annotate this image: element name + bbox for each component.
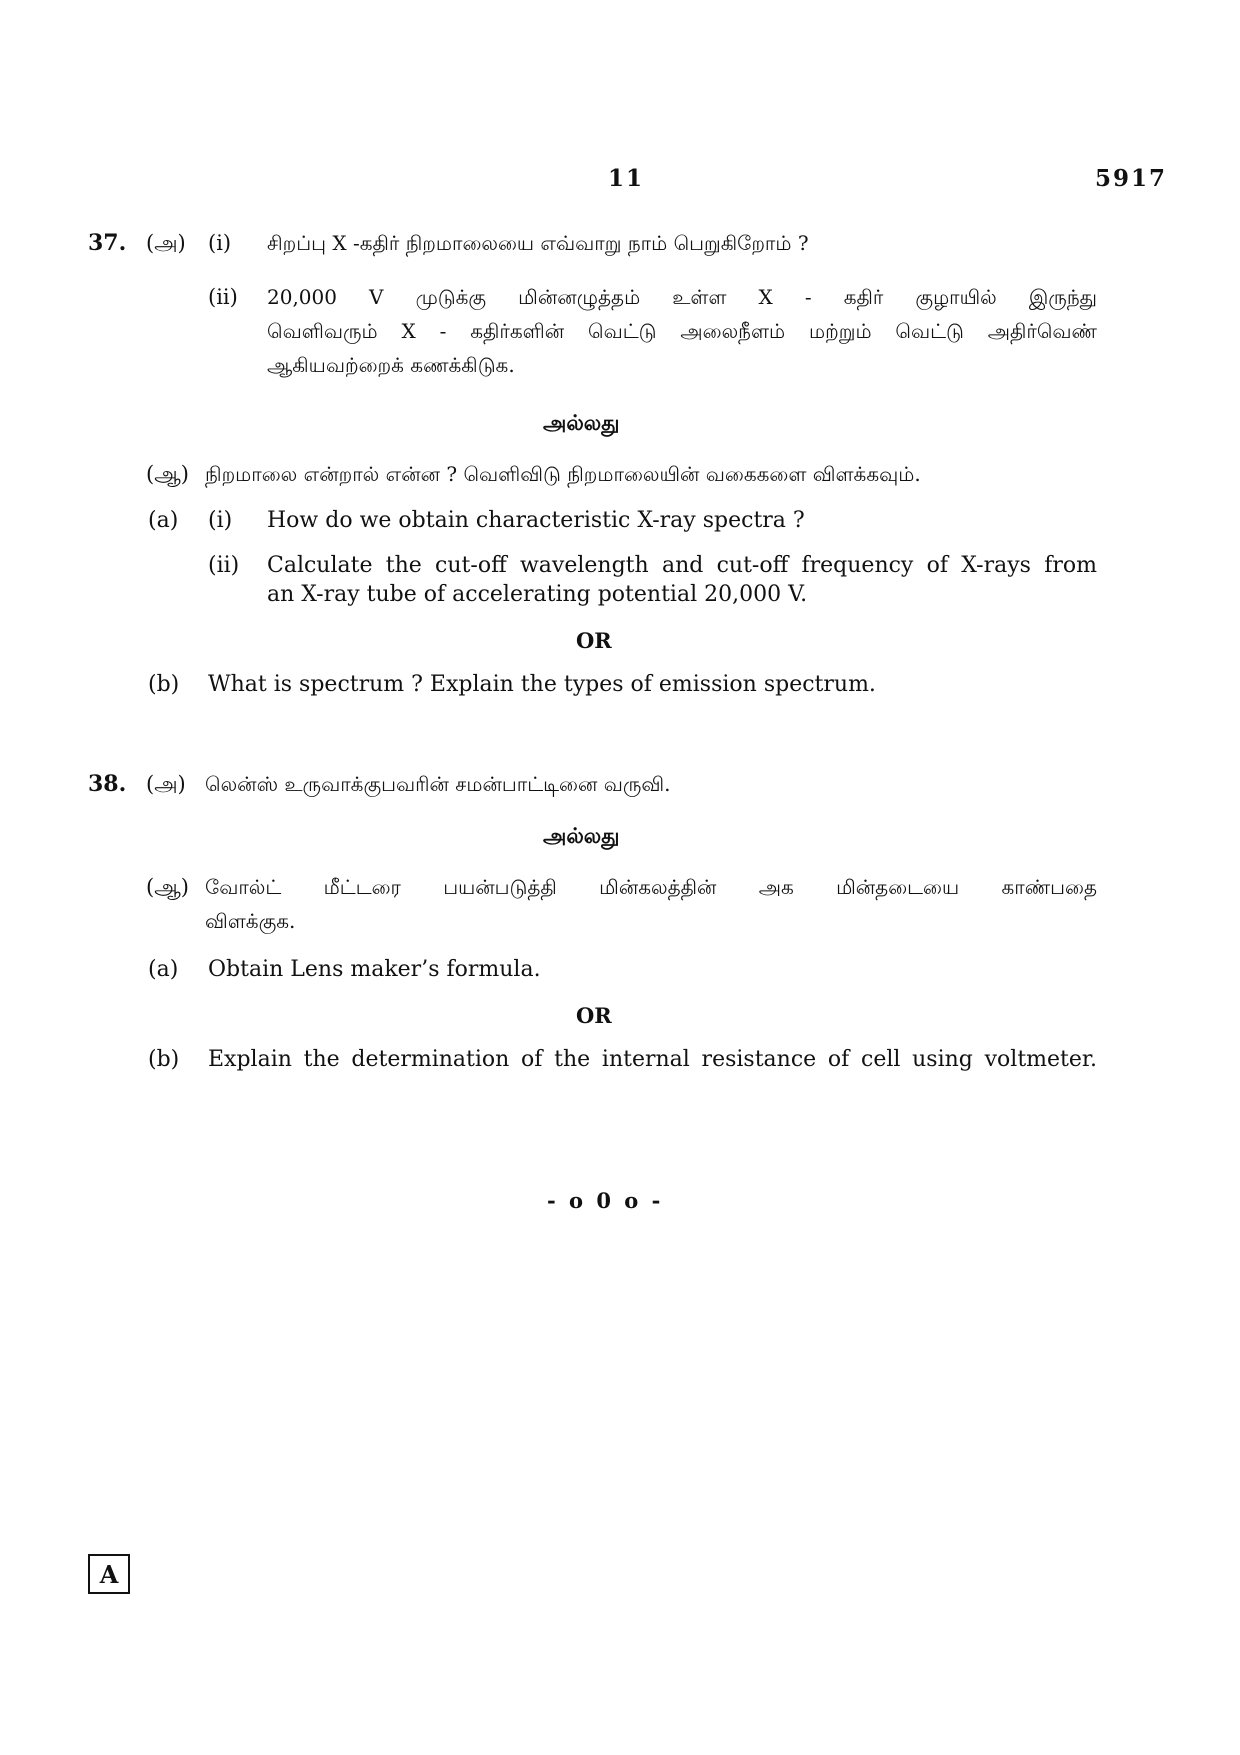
- q38-english-a-label: (a): [148, 957, 179, 982]
- q37-english-a-label: (a): [148, 508, 179, 533]
- q37-tamil-i-label: (i): [208, 231, 232, 255]
- q38-english-b-label: (b): [148, 1047, 180, 1072]
- q38-tamil-b-line2: விளக்குக.: [205, 909, 296, 933]
- q37-tamil-or: அல்லது: [543, 410, 620, 435]
- q37-tamil-ii-line2: வெளிவரும் X - கதிர்களின் வெட்டு அலைநீளம் மற்றும் வெட்டு அதிர்வெண்: [267, 319, 1097, 343]
- end-of-paper-mark: - o 0 o -: [547, 1188, 664, 1213]
- q37-tamil-b-label: (ஆ): [146, 462, 189, 486]
- q37-english-or: OR: [576, 628, 612, 653]
- q37-tamil-ii-label: (ii): [208, 285, 238, 309]
- q37-english-i-text: How do we obtain characteristic X-ray spectra ?: [267, 508, 805, 533]
- q37-tamil-ii-line1: 20,000 V முடுக்கு மின்னழுத்தம் உள்ள X - கதிர் குழாயில் இருந்து: [267, 285, 1097, 309]
- series-box: A: [88, 1554, 130, 1594]
- q37-english-ii-line1: Calculate the cut-off wavelength and cut-off frequency of X-rays from: [267, 553, 1097, 578]
- q37-english-i-label: (i): [208, 508, 233, 533]
- q37-english-b-label: (b): [148, 672, 180, 697]
- q38-english-a-text: Obtain Lens maker’s formula.: [208, 957, 541, 982]
- q37-tamil-ii-line3: ஆகியவற்றைக் கணக்கிடுக.: [267, 353, 515, 377]
- q37-tamil-a-label: (அ): [146, 231, 186, 255]
- q37-english-b-text: What is spectrum ? Explain the types of emission spectrum.: [208, 672, 876, 697]
- question-number-38: 38.: [88, 771, 127, 797]
- paper-code: 5917: [1095, 165, 1168, 192]
- q38-english-or: OR: [576, 1003, 612, 1028]
- page-number: 11: [608, 165, 645, 192]
- q38-tamil-or: அல்லது: [543, 823, 620, 848]
- q37-english-ii-line2: an X-ray tube of accelerating potential 20,000 V.: [267, 582, 808, 607]
- q37-tamil-b-text: நிறமாலை என்றால் என்ன ? வெளிவிடு நிறமாலையின் வகைகளை விளக்கவும்.: [205, 462, 921, 486]
- q38-tamil-a-text: லென்ஸ் உருவாக்குபவரின் சமன்பாட்டினை வருவி.: [205, 772, 671, 796]
- q38-tamil-b-line1: வோல்ட் மீட்டரை பயன்படுத்தி மின்கலத்தின் அக மின்தடையை காண்பதை: [205, 875, 1097, 899]
- q37-tamil-i-text: சிறப்பு X -கதிர் நிறமாலையை எவ்வாறு நாம் பெறுகிறோம் ?: [267, 231, 809, 255]
- q38-tamil-b-label: (ஆ): [146, 875, 189, 899]
- question-number-37: 37.: [88, 230, 127, 256]
- q38-tamil-a-label: (அ): [146, 772, 186, 796]
- q37-english-ii-label: (ii): [208, 553, 240, 578]
- q38-english-b-text: Explain the determination of the internal resistance of cell using voltmeter.: [208, 1047, 1097, 1072]
